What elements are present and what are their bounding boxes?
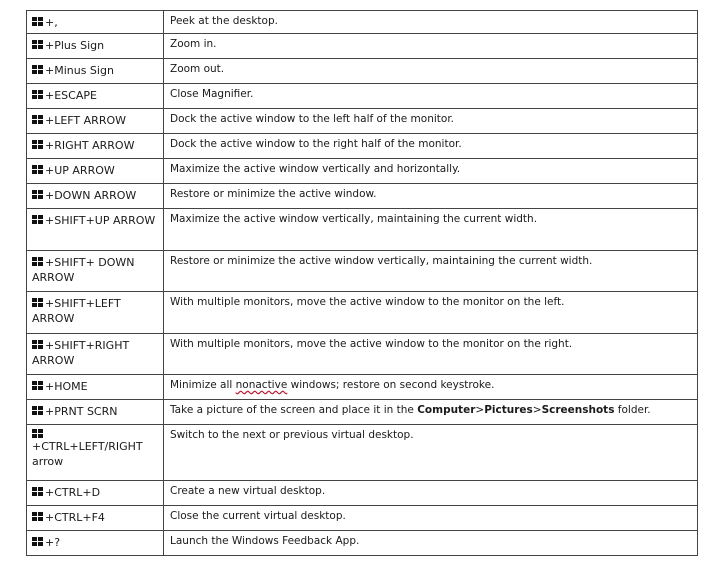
shortcut-key: +CTRL+D [45,486,101,499]
windows-logo-icon [32,190,43,200]
shortcut-description: Dock the active window to the right half of the monitor. [164,134,698,159]
shortcut-key-cell [27,84,164,109]
windows-logo-icon [32,340,43,350]
shortcut-key-cell [27,481,164,506]
shortcut-description [164,400,698,425]
path-computer: Computer [417,404,476,416]
shortcut-key: +DOWN ARROW [45,189,137,202]
windows-logo-icon [32,17,43,27]
windows-logo-icon [32,40,43,50]
windows-logo-icon [32,65,43,75]
shortcut-key: +SHIFT+LEFT ARROW [32,297,121,325]
shortcut-key: +SHIFT+UP ARROW [45,214,156,227]
path-pictures: Pictures [484,404,533,416]
shortcut-key-cell [27,184,164,209]
shortcut-description: With multiple monitors, move the active window to the monitor on the right. [164,334,698,375]
shortcut-key-cell [27,292,164,334]
shortcut-description: Create a new virtual desktop. [164,481,698,506]
windows-logo-icon [32,298,43,308]
windows-logo-icon [32,140,43,150]
table-row [27,334,698,375]
windows-logo-icon [32,381,43,391]
shortcut-description: Maximize the active window vertically, maintaining the current width. [164,209,698,251]
shortcut-key: +CTRL+F4 [45,511,105,524]
shortcut-key-cell [27,251,164,292]
shortcut-key-cell [27,159,164,184]
description-text: windows; restore on second keystroke. [287,379,495,391]
path-separator: > [532,404,542,416]
windows-logo-icon [32,429,43,439]
shortcut-key-cell [27,400,164,425]
shortcut-description: Close Magnifier. [164,84,698,109]
table-row [27,506,698,531]
shortcut-key-cell [27,59,164,84]
shortcut-key-cell [27,531,164,556]
table-row [27,425,698,481]
shortcut-key: +Plus Sign [45,39,105,52]
shortcut-key-cell [27,209,164,251]
shortcut-key-cell [27,375,164,400]
table-row [27,184,698,209]
shortcut-description: Launch the Windows Feedback App. [164,531,698,556]
shortcut-description: Switch to the next or previous virtual desktop. [164,425,698,481]
shortcut-key-cell [27,506,164,531]
table-row [27,34,698,59]
windows-logo-icon [32,537,43,547]
windows-logo-icon [32,406,43,416]
shortcut-key: +PRNT SCRN [45,405,118,418]
shortcut-key: +LEFT ARROW [45,114,126,127]
shortcut-description: With multiple monitors, move the active window to the monitor on the left. [164,292,698,334]
shortcut-key: +ESCAPE [45,89,97,102]
shortcut-key-cell [27,34,164,59]
shortcut-description: Dock the active window to the left half of the monitor. [164,109,698,134]
path-screenshots: Screenshots [541,404,615,416]
shortcut-key: +RIGHT ARROW [45,139,135,152]
table-row [27,481,698,506]
table-row [27,134,698,159]
table-row [27,209,698,251]
shortcut-key-cell [27,425,164,481]
description-text: folder. [614,404,651,416]
shortcut-description: Zoom in. [164,34,698,59]
shortcut-key: +, [45,16,58,29]
shortcut-key: +Minus Sign [45,64,114,77]
path-separator: > [475,404,485,416]
table-row [27,400,698,425]
shortcut-description: Restore or minimize the active window. [164,184,698,209]
shortcut-key: +UP ARROW [45,164,115,177]
spellcheck-flagged-word: nonactive [235,379,288,391]
windows-logo-icon [32,257,43,267]
table-row [27,375,698,400]
table-row [27,59,698,84]
table-row [27,531,698,556]
windows-logo-icon [32,165,43,175]
description-text: Minimize all [170,379,236,391]
table-row [27,159,698,184]
shortcut-description [164,375,698,400]
shortcut-description: Peek at the desktop. [164,11,698,34]
description-text: Take a picture of the screen and place it in the [170,404,418,416]
table-row [27,292,698,334]
windows-logo-icon [32,512,43,522]
shortcut-description: Zoom out. [164,59,698,84]
shortcut-table [26,10,698,556]
shortcut-key-cell [27,334,164,375]
shortcut-description: Maximize the active window vertically and horizontally. [164,159,698,184]
table-row [27,84,698,109]
shortcut-key: +? [45,536,61,549]
shortcut-description: Close the current virtual desktop. [164,506,698,531]
table-row [27,11,698,34]
table-row [27,251,698,292]
shortcut-key-cell [27,109,164,134]
shortcut-key: +SHIFT+ DOWN ARROW [32,256,135,284]
shortcut-key: +CTRL+LEFT/RIGHT arrow [32,440,143,468]
shortcut-key-cell [27,11,164,34]
windows-logo-icon [32,115,43,125]
windows-logo-icon [32,487,43,497]
windows-logo-icon [32,215,43,225]
shortcut-key: +HOME [45,380,88,393]
shortcut-key-cell [27,134,164,159]
shortcut-key: +SHIFT+RIGHT ARROW [32,339,130,367]
windows-logo-icon [32,90,43,100]
shortcut-description: Restore or minimize the active window vertically, maintaining the current width. [164,251,698,292]
table-row [27,109,698,134]
